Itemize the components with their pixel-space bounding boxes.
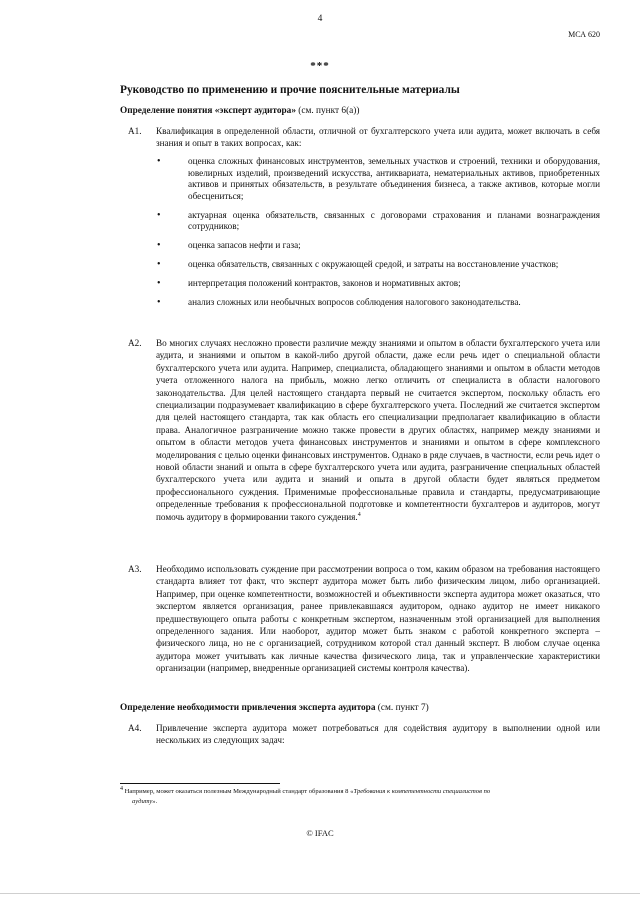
footnote-divider xyxy=(120,783,280,784)
main-heading: Руководство по применению и прочие пояснительные материалы xyxy=(120,84,460,96)
section-heading-necessity xyxy=(120,703,429,713)
list-item xyxy=(120,210,600,233)
copyright: © IFAC xyxy=(306,828,334,838)
paragraph-number: A4. xyxy=(128,723,142,733)
footnote-title-part1: Требования к компетентности специалистов по xyxy=(353,788,491,795)
footnote xyxy=(120,787,600,806)
bullet-icon: • xyxy=(157,296,161,308)
list-item xyxy=(120,240,600,252)
separator-stars: *** xyxy=(310,60,330,72)
section-heading-definition-ref: (см. пункт 6(а)) xyxy=(295,106,360,116)
bullet-list xyxy=(120,156,600,316)
footnote-number: 4 xyxy=(120,785,123,792)
list-item xyxy=(120,259,600,271)
page-number: 4 xyxy=(317,14,323,24)
list-item-text: интерпретация положений контрактов, законов и нормативных актов; xyxy=(188,277,461,288)
paragraph-a1 xyxy=(120,125,600,150)
paragraph-a4 xyxy=(120,722,600,747)
footnote-text: Например, может оказаться полезным Международный стандарт образования 8 « xyxy=(123,788,354,795)
scan-edge-line xyxy=(0,893,640,894)
list-item xyxy=(120,297,600,309)
bullet-icon: • xyxy=(157,209,161,221)
section-heading-necessity-title: Определение необходимости привлечения эксперта аудитора xyxy=(120,703,376,713)
list-item-text: оценка сложных финансовых инструментов, земельных участков и строений, техники и оборудования, ювелирных изделий, произведений искусства, антиквариата, нематериальных активов, приобретенных активов и принятых обязательств, в результате объединения бизнеса, а также активов, которые могли обесцениться; xyxy=(188,156,600,201)
bullet-icon: • xyxy=(157,277,161,289)
standard-code: МСА 620 xyxy=(568,30,600,39)
paragraph-text: Привлечение эксперта аудитора может потребоваться для содействия аудитору в выполнении одной или нескольких из следующих задач: xyxy=(156,723,600,746)
paragraph-text xyxy=(156,337,600,523)
list-item-text: актуарная оценка обязательств, связанных с договорами страхования и планами вознаграждения сотрудников; xyxy=(188,209,600,232)
footnote-title-part2: аудиту xyxy=(132,797,153,805)
bullet-icon: • xyxy=(157,259,161,271)
paragraph-number: A1. xyxy=(128,126,142,136)
paragraph-a3 xyxy=(120,563,600,675)
section-heading-necessity-ref: (см. пункт 7) xyxy=(375,703,429,713)
list-item-text: оценка обязательств, связанных с окружающей средой, и затраты на восстановление участков; xyxy=(188,259,559,270)
footnote-end: ». xyxy=(152,797,158,805)
paragraph-text: Необходимо использовать суждение при рассмотрении вопроса о том, каким образом на требования настоящего стандарта влияет тот факт, что эксперт аудитора может быть либо физическим лицом, либо организацией. Например, при оценке компетентности, возможностей и объективности эксперта аудитора может оказаться, что экспертом является организация, ранее привлекавшаяся аудитором, однако аудитор не имеет никакого предшествующего опыта работы с конкретным экспертом, назначенным этой организацией для выполнения определенного задания. Или наоборот, аудитор может быть знаком с работой конкретного эксперта – физического лица, но не с организацией, сотрудником которой стал данный эксперт. В любом случае оценка аудитора может учитывать как личные качества физического лица, так и управленческие характеристики организации (например, внедренные организацией системы контроля качества). xyxy=(156,564,600,674)
bullet-icon: • xyxy=(157,156,161,167)
list-item xyxy=(120,278,600,290)
paragraph-a2 xyxy=(120,337,600,523)
paragraph-body: Во многих случаях несложно провести различие между знаниями и опытом в области бухгалтерского учета или аудита, и знаниями и опытом в какой-либо другой области, даже если речь идет о специальной области бухгалтерского учета или аудита. Например, специалиста, обладающего знаниями и опытом в области методов учета отложенного налога на прибыль, можно легко отличить от специалиста в области налогового законодательства. Для целей настоящего стандарта первый не считается экспертом, поскольку область его специализации подразумевает квалификацию в сфере бухгалтерского учета. Последний же считается экспертом для целей настоящего стандарта, так как область его специализации предполагает квалификацию в области права. Аналогичное разграничение можно также провести в других областях, например между знаниями и опытом в области методов учета финансовых инструментов и знаниями и опытом в сфере комплексного моделирования с целью оценки финансовых инструментов. Однако в ряде случаев, в частности, если речь идет о новой области знаний и опыта в сфере бухгалтерского учета или аудита, разграничение специальных областей бухгалтерского учета или аудита и знаний и опыта в другой области будет являться предметом профессионального суждения. Применимые профессиональные правила и стандарты, предусматривающие определенные требования к профессиональной подготовке и компетентности бухгалтеров и аудиторов, могут помочь аудитору в формировании такого суждения. xyxy=(156,338,600,522)
bullet-icon: • xyxy=(157,240,161,252)
footnote-reference: 4 xyxy=(357,511,361,518)
section-heading-definition xyxy=(120,106,360,116)
list-item xyxy=(120,156,600,202)
paragraph-number: A3. xyxy=(128,564,142,574)
paragraph-text: Квалификация в определенной области, отличной от бухгалтерского учета или аудита, может включать в себя знания и опыт в таких вопросах, как: xyxy=(156,126,600,149)
section-heading-definition-title: Определение понятия «эксперт аудитора» xyxy=(120,106,296,116)
list-item-text: анализ сложных или необычных вопросов соблюдения налогового законодательства. xyxy=(188,296,521,307)
paragraph-number: A2. xyxy=(128,338,142,348)
list-item-text: оценка запасов нефти и газа; xyxy=(188,240,301,251)
